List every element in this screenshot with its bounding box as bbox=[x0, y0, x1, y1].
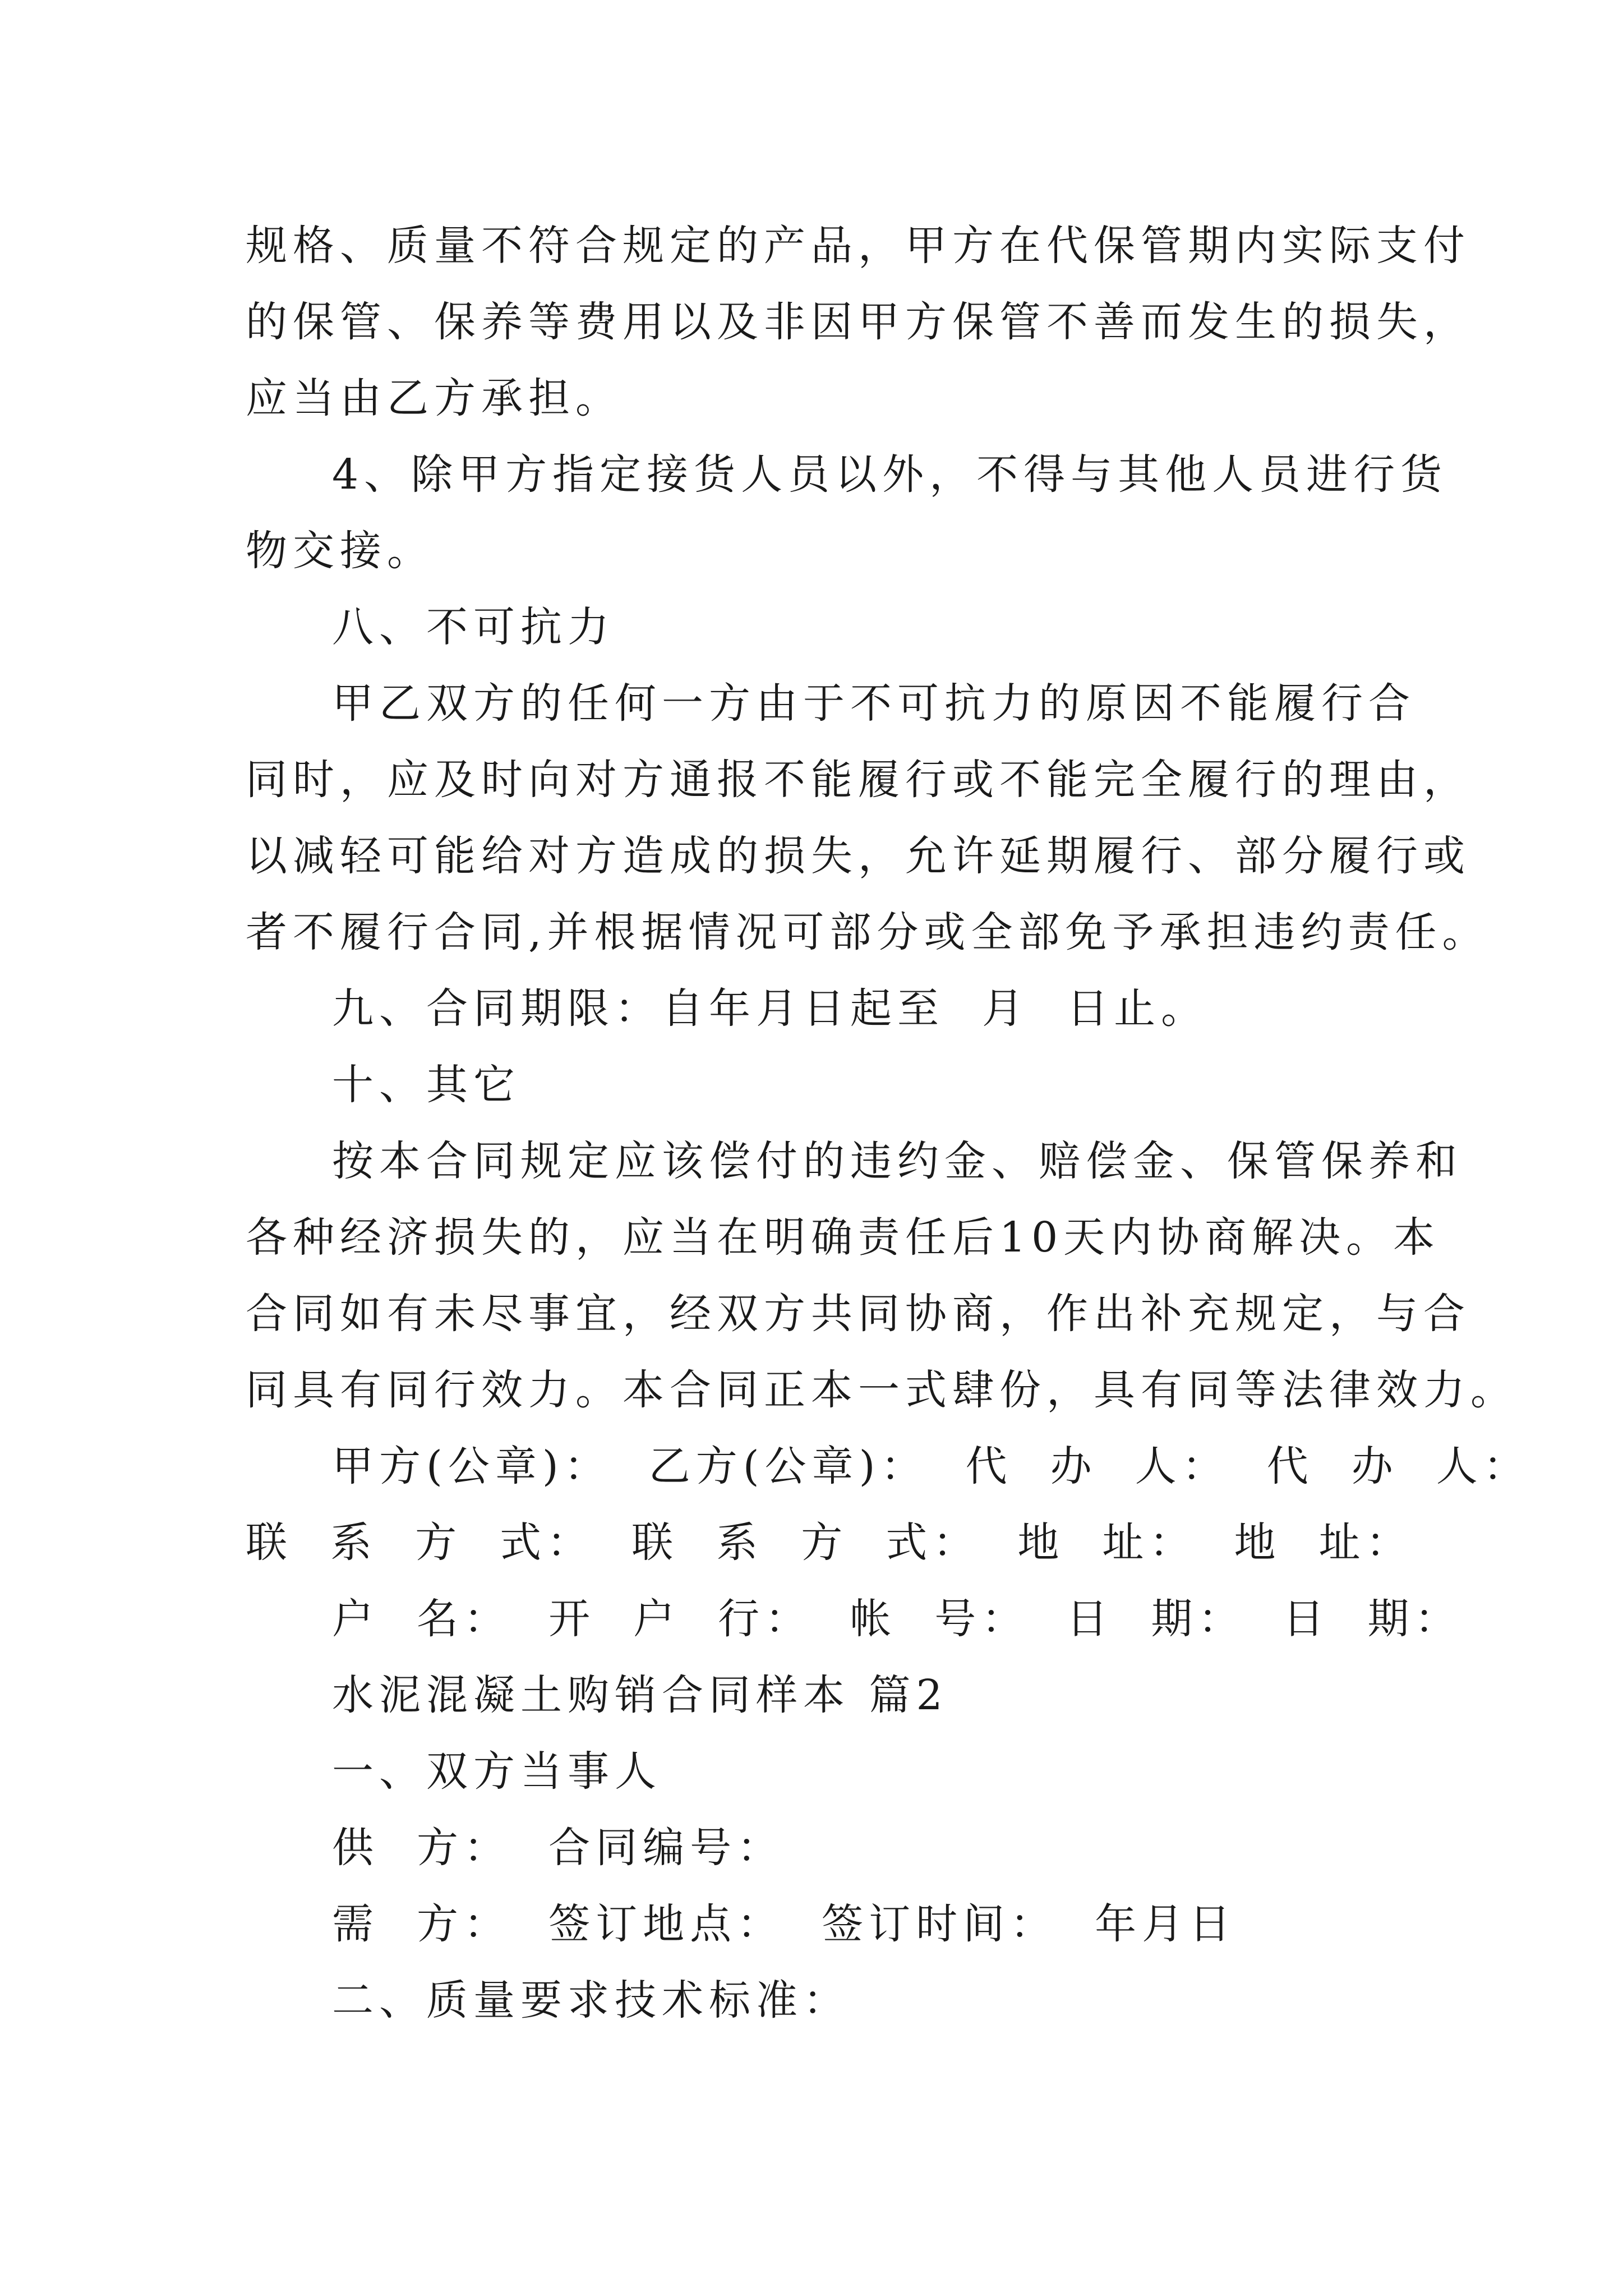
text-line: 应当由乙方承担。 bbox=[246, 374, 623, 422]
text-line: 同时，应及时向对方通报不能履行或不能完全履行的理由， bbox=[246, 756, 1470, 804]
document-title: 水泥混凝土购销合同样本 篇2 bbox=[332, 1671, 948, 1719]
section-heading: 十、其它 bbox=[332, 1061, 520, 1109]
signature-line: 甲方(公章)： 乙方(公章)： 代 办 人： 代 办 人： bbox=[332, 1442, 1530, 1490]
text-line: 各种经济损失的，应当在明确责任后10天内协商解决。本 bbox=[246, 1213, 1441, 1262]
text-line: 供 方： 合同编号： bbox=[332, 1824, 785, 1872]
section-heading: 八、不可抗力 bbox=[332, 603, 615, 651]
section-heading: 二、质量要求技术标准： bbox=[332, 1976, 850, 2024]
text-line: 的保管、保养等费用以及非因甲方保管不善而发生的损失， bbox=[246, 298, 1470, 346]
signature-line: 户 名： 开 户 行： 帐 号： 日 期： 日 期： bbox=[332, 1595, 1462, 1643]
text-line: 按本合同规定应该偿付的违约金、赔偿金、保管保养和 bbox=[332, 1137, 1463, 1185]
text-line: 合同如有未尽事宜，经双方共同协商，作出补充规定，与合 bbox=[246, 1290, 1470, 1338]
text-line: 需 方： 签订地点： 签订时间： 年月日 bbox=[332, 1900, 1237, 1948]
text-line: 同具有同行效力。本合同正本一式肆份，具有同等法律效力。 bbox=[246, 1366, 1518, 1414]
text-line: 甲乙双方的任何一方由于不可抗力的原因不能履行合 bbox=[332, 679, 1415, 728]
section-heading: 一、双方当事人 bbox=[332, 1747, 662, 1796]
text-line: 以减轻可能给对方造成的损失，允许延期履行、部分履行或 bbox=[246, 832, 1470, 880]
text-line: 4、除甲方指定接货人员以外，不得与其他人员进行货 bbox=[332, 450, 1448, 499]
text-line: 九、合同期限：自年月日起至 月 日止。 bbox=[332, 984, 1209, 1033]
text-line: 者不履行合同,并根据情况可部分或全部免予承担违约责任。 bbox=[246, 908, 1490, 956]
signature-line: 联 系 方 式： 联 系 方 式： 地 址： 地 址： bbox=[246, 1519, 1413, 1567]
text-line: 物交接。 bbox=[246, 527, 434, 575]
text-line: 规格、质量不符合规定的产品，甲方在代保管期内实际支付 bbox=[246, 222, 1470, 270]
